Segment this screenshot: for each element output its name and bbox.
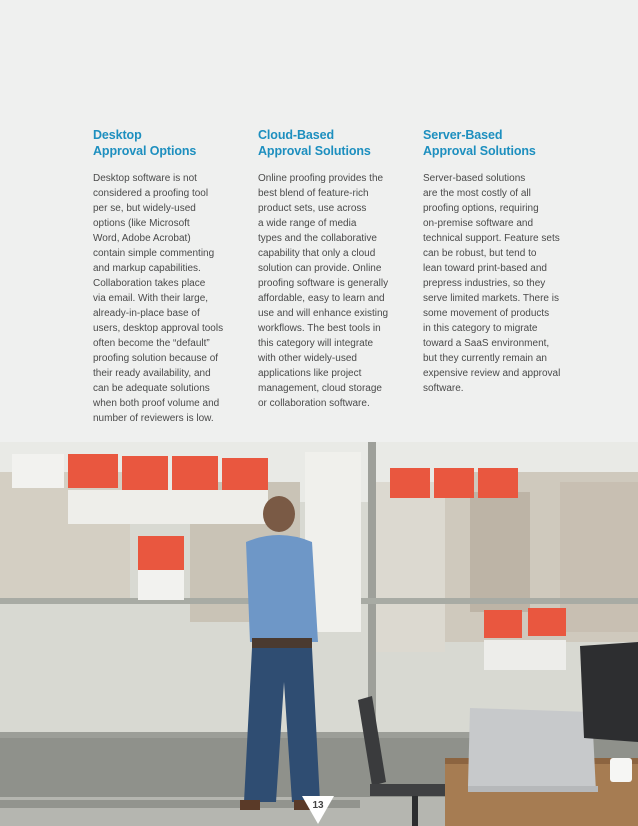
body-line: some movement of products [423,308,550,319]
body-line: can be robust, but tend to [423,248,537,259]
body-line: options (like Microsoft [93,218,190,229]
body-line: technical support. Feature sets [423,233,560,244]
column-cloud [258,127,410,411]
body-line: can be adequate solutions [93,383,210,394]
body-line: lean toward print-based and [423,263,547,274]
body-line: or collaboration software. [258,398,370,409]
column-server [423,127,583,396]
title-line: Cloud-Based [258,128,334,142]
body-line: in this category to migrate [423,323,538,334]
body-line: per se, but widely-used [93,203,196,214]
body-line: number of reviewers is low. [93,413,214,424]
office-photo [0,442,638,826]
body-line: users, desktop approval tools [93,323,224,334]
body-line: considered a proofing tool [93,188,209,199]
body-line: this category will integrate [258,338,374,349]
column-body [93,171,243,426]
body-line: use and will enhance existing [258,308,389,319]
body-line: prepress industries, so they [423,278,546,289]
body-line: expensive review and approval [423,368,561,379]
title-line: Approval Solutions [423,144,536,158]
title-line: Approval Solutions [258,144,371,158]
title-line: Server-Based [423,128,503,142]
body-line: when both proof volume and [93,398,220,409]
column-title [93,127,243,159]
body-line: management, cloud storage [258,383,382,394]
title-line: Approval Options [93,144,197,158]
body-line: best blend of feature-rich [258,188,369,199]
column-body [258,171,410,411]
body-line: proofing solution because of [93,353,219,364]
column-title [423,127,583,159]
body-line: Collaboration takes place [93,278,206,289]
column-title [258,127,410,159]
body-line: serve limited markets. There is [423,293,559,304]
body-line: solution can provide. Online [258,263,382,274]
body-line: workflows. The best tools in [258,323,381,334]
body-line: their ready availability, and [93,368,211,379]
body-line: on-premise software and [423,218,534,229]
body-line: proofing options, requiring [423,203,539,214]
body-line: Word, Adobe Acrobat) [93,233,191,244]
body-line: contain simple commenting [93,248,215,259]
body-line: with other widely-used [258,353,357,364]
body-line: applications like project [258,368,362,379]
body-line: capability that only a cloud [258,248,376,259]
body-line: Server-based solutions [423,173,526,184]
title-line: Desktop [93,128,142,142]
office-illustration [0,442,638,826]
body-line: Desktop software is not [93,173,197,184]
body-line: and markup capabilities. [93,263,201,274]
column-body [423,171,583,396]
body-line: Online proofing provides the [258,173,384,184]
column-desktop [93,127,243,426]
body-line: are the most costly of all [423,188,531,199]
body-line: toward a SaaS environment, [423,338,550,349]
body-line: already-in-place base of [93,308,200,319]
page-number: 13 [312,800,324,811]
body-line: but they currently remain an [423,353,547,364]
body-line: affordable, easy to learn and [258,293,385,304]
body-line: via email. With their large, [93,293,209,304]
body-line: often become the “default” [93,338,210,349]
body-line: proofing software is generally [258,278,389,289]
body-line: a wide range of media [258,218,357,229]
body-line: product sets, use across [258,203,367,214]
page-number-marker [302,796,334,826]
body-line: types and the collaborative [258,233,377,244]
body-line: software. [423,383,464,394]
